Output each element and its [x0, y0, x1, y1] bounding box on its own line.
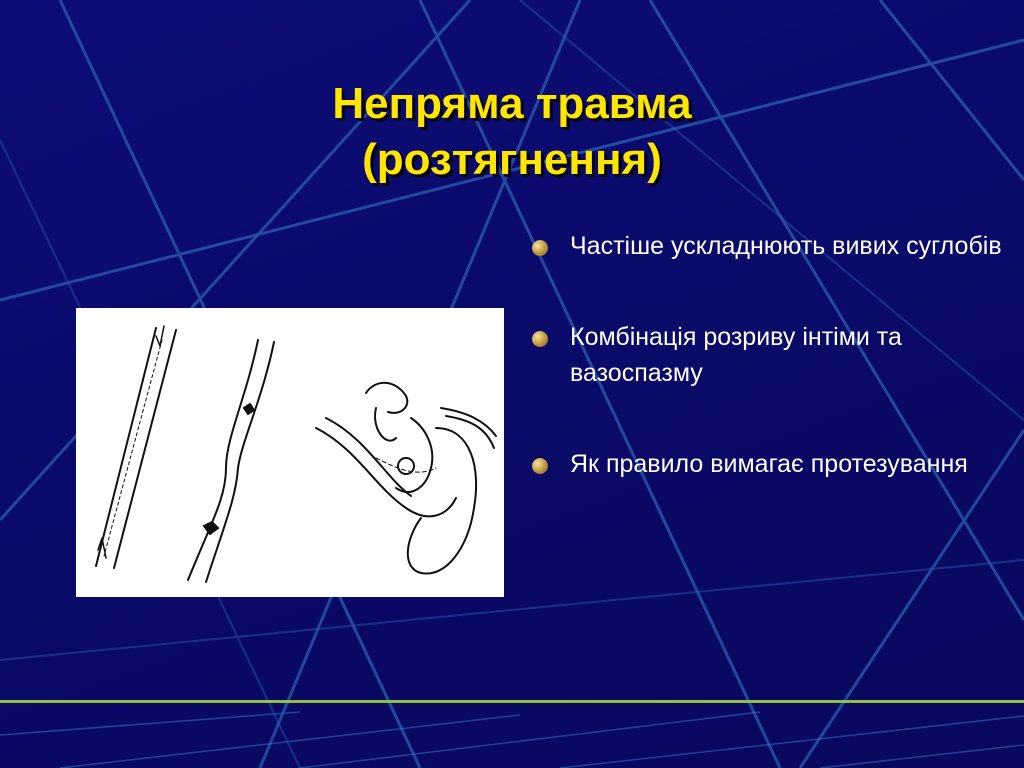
medical-illustration	[76, 308, 504, 597]
bullet-item	[532, 446, 1012, 482]
vessel-stretch-injury-drawing-icon	[76, 308, 504, 597]
title-line-2: (розтягнення)	[362, 135, 662, 184]
bullet-text: Як правило вимагає протезування	[570, 450, 968, 478]
bullet-icon	[532, 240, 548, 256]
bullet-text: Частіше ускладнюють вивих суглобів	[570, 232, 1002, 260]
title-line-1: Непряма травма	[332, 79, 692, 128]
slide-title	[0, 76, 1024, 188]
bullet-icon	[532, 458, 548, 474]
bullet-icon	[532, 331, 548, 347]
bullet-item	[532, 319, 1012, 391]
footer-divider	[0, 700, 1024, 703]
bullet-item	[532, 228, 1012, 264]
bullet-list	[532, 228, 1012, 537]
bullet-text: Комбінація розриву інтіми та вазоспазму	[570, 323, 902, 387]
